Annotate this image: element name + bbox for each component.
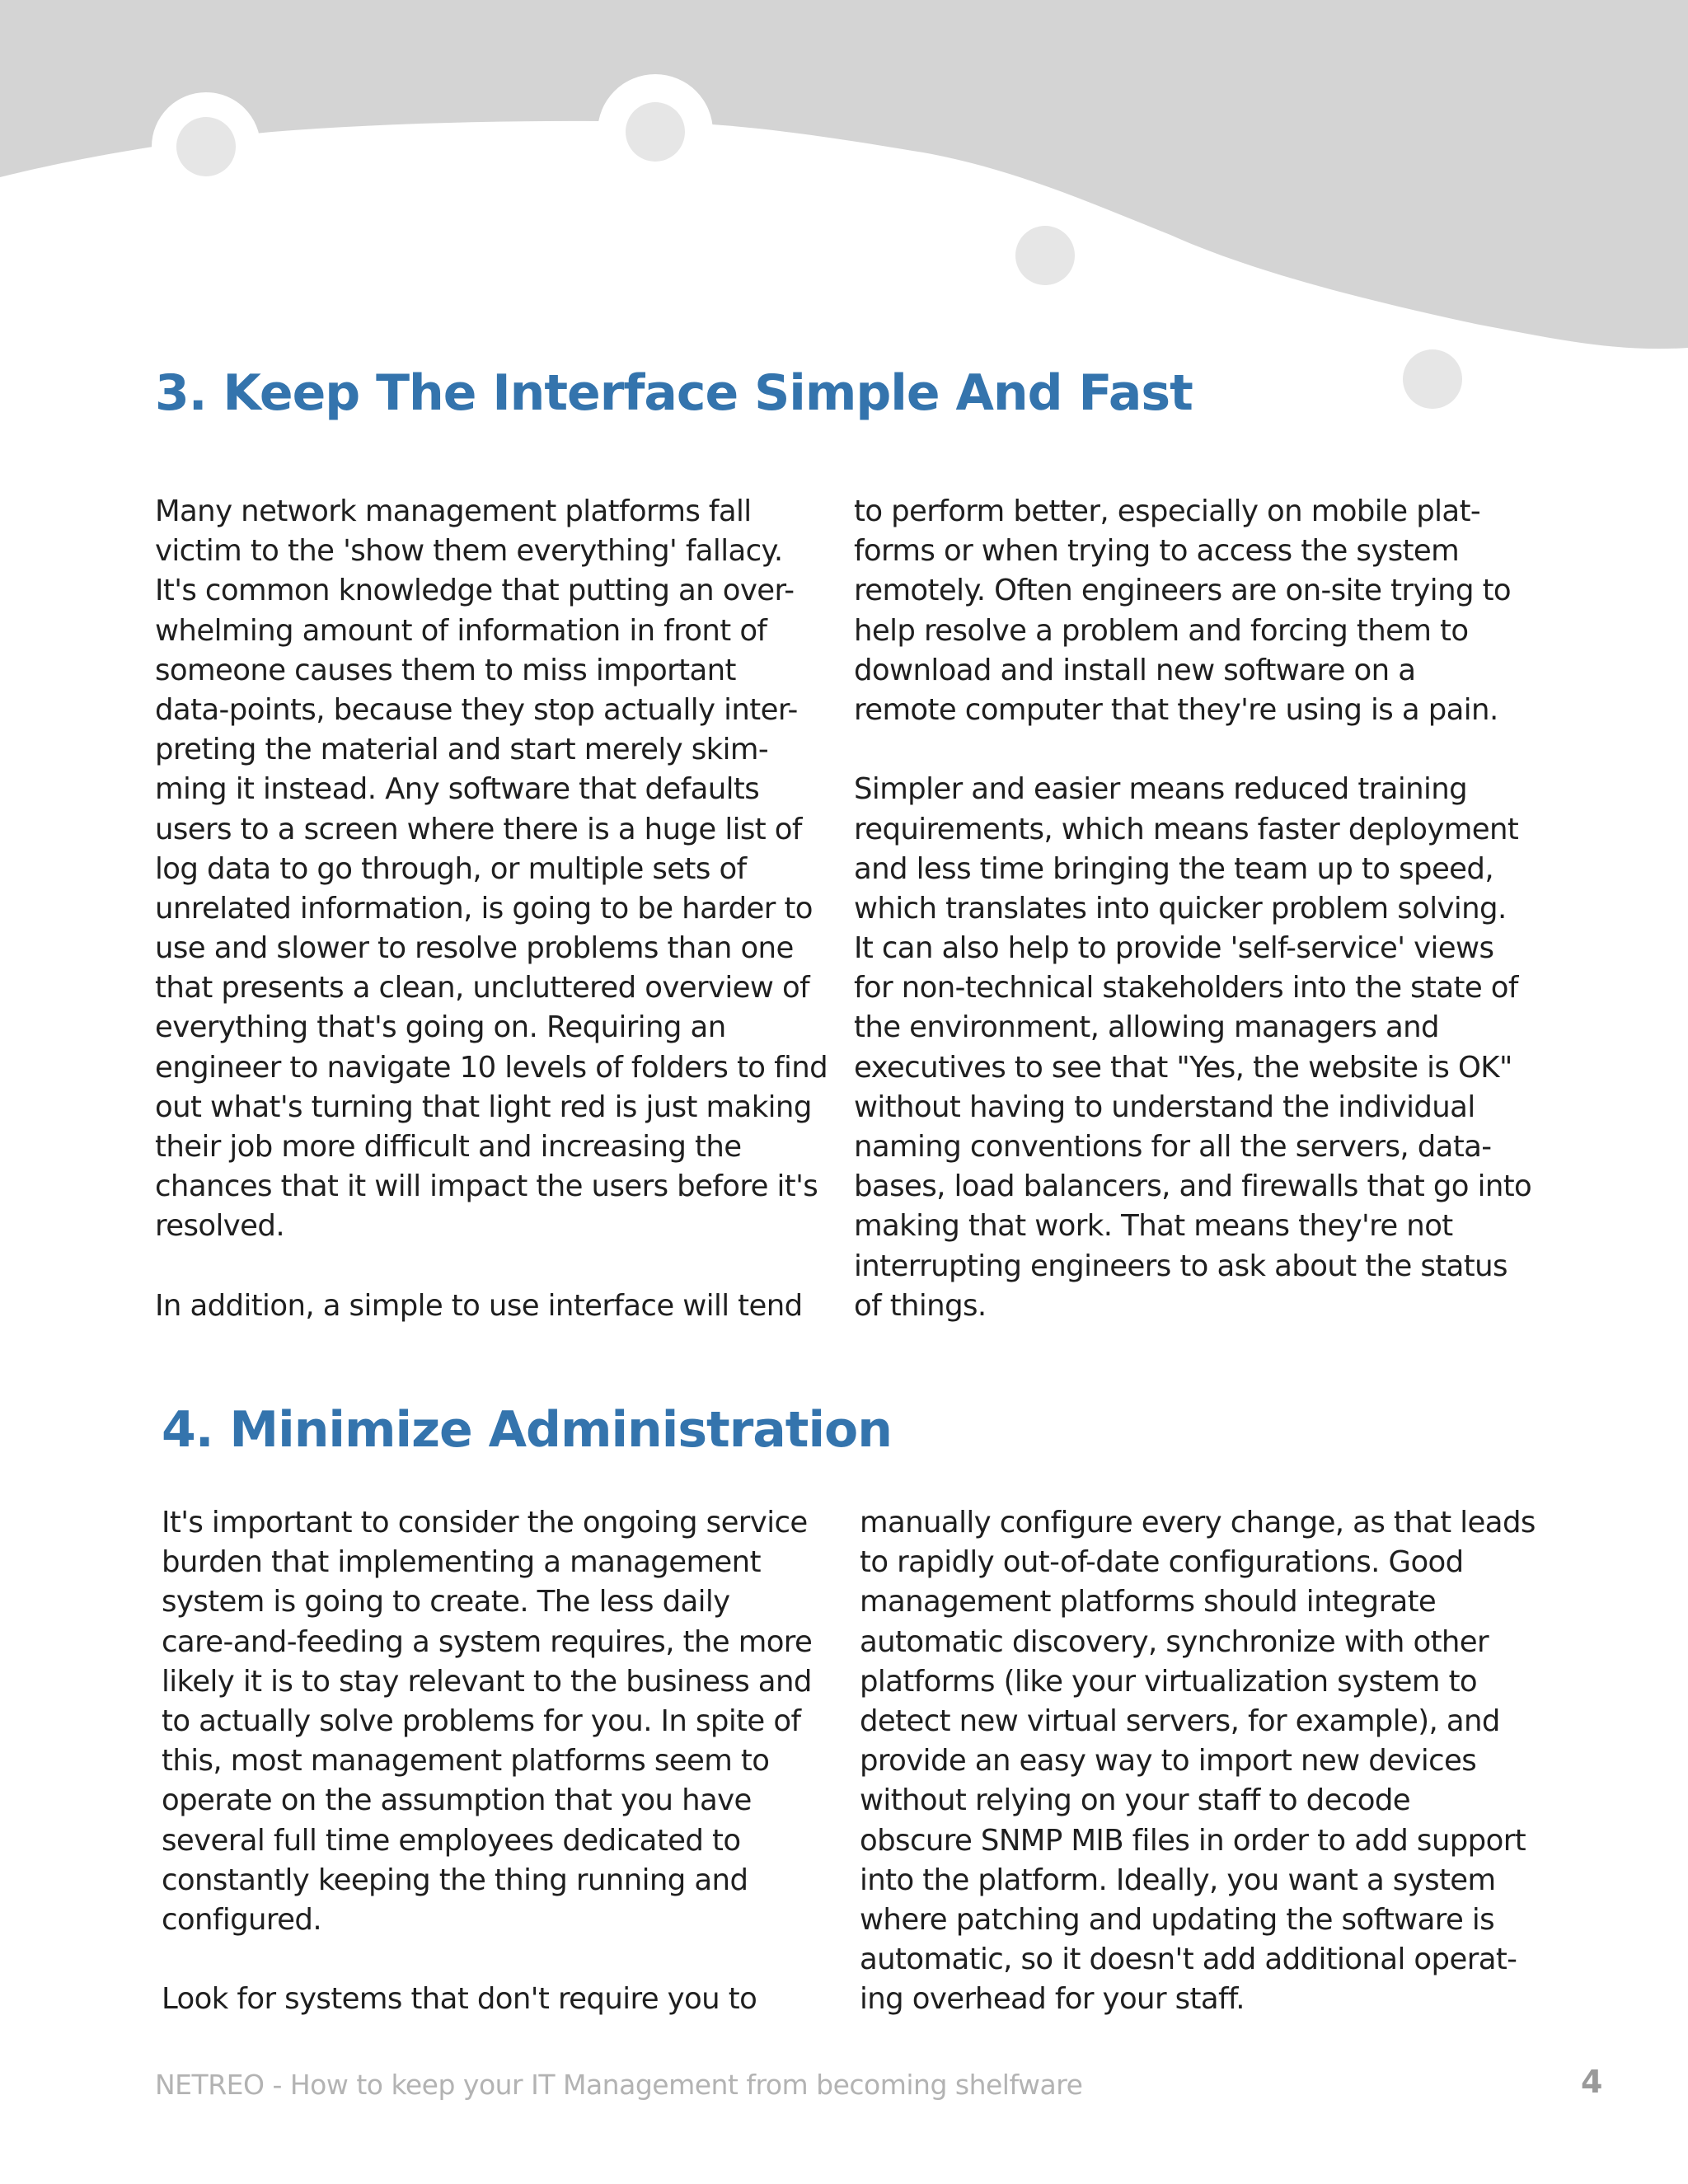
text-line: of things. [854, 1288, 987, 1323]
text-line [155, 1247, 823, 1286]
text-line: operate on the assumption that you have [162, 1783, 752, 1818]
text-line: provide an easy way to import new devices [860, 1744, 1477, 1779]
text-line: and less time bringing the team up to speed, [854, 851, 1494, 886]
text-line: It's important to consider the ongoing service [162, 1506, 808, 1540]
text-line: to rapidly out-of-date configurations. Good [860, 1545, 1464, 1580]
text-line: management platforms should integrate [860, 1585, 1437, 1619]
text-line: ming it instead. Any software that defaults [155, 772, 760, 807]
text-line: the environment, allowing managers and [854, 1010, 1439, 1045]
section-3-left-column [155, 492, 828, 1326]
text-line: where patching and updating the software is [860, 1902, 1495, 1937]
page-number: 4 [1581, 2064, 1603, 2100]
text-line: remotely. Often engineers are on-site trying to [854, 574, 1512, 608]
text-line: for non-technical stakeholders into the state of [854, 971, 1518, 1005]
text-line: system is going to create. The less daily [162, 1585, 730, 1619]
text-line: data-points, because they stop actually inter- [155, 692, 798, 727]
section-3-right-column [854, 492, 1532, 1326]
text-line: victim to the 'show them everything' fallacy. [155, 534, 783, 569]
text-line: several full time employees dedicated to [162, 1823, 741, 1858]
text-line: obscure SNMP MIB files in order to add support [860, 1823, 1526, 1858]
text-line: ing overhead for your staff. [860, 1982, 1245, 2017]
text-line: whelming amount of information in front of [155, 613, 767, 648]
section-3-heading: 3. Keep The Interface Simple And Fast [155, 364, 1193, 422]
text-line: care-and-feeding a system requires, the more [162, 1624, 813, 1659]
text-line: automatic discovery, synchronize with other [860, 1624, 1489, 1659]
text-line: likely it is to stay relevant to the business and [162, 1664, 812, 1699]
text-line: without having to understand the individual [854, 1090, 1475, 1124]
text-line: Look for systems that don't require you to [162, 1982, 757, 2017]
text-line: configured. [162, 1902, 322, 1937]
text-line: chances that it will impact the users before it's [155, 1169, 818, 1204]
text-line: without relying on your staff to decode [860, 1783, 1411, 1818]
header-wave-band [0, 0, 1688, 349]
text-line: which translates into quicker problem solving. [854, 891, 1507, 926]
text-line: out what's turning that light red is just making [155, 1090, 812, 1124]
text-line: It's common knowledge that putting an over- [155, 574, 795, 608]
text-line: someone causes them to miss important [155, 653, 736, 687]
text-line: download and install new software on a [854, 653, 1416, 687]
text-line: manually configure every change, as that leads [860, 1506, 1536, 1540]
text-line: use and slower to resolve problems than one [155, 931, 794, 966]
text-line: resolved. [155, 1209, 285, 1244]
text-line: naming conventions for all the servers, data- [854, 1130, 1492, 1164]
text-line: In addition, a simple to use interface will tend [155, 1288, 803, 1323]
text-line: users to a screen where there is a huge list of [155, 812, 802, 846]
text-line: Many network management platforms fall [155, 494, 752, 528]
section-4-left-column [162, 1503, 829, 2019]
text-line [162, 1940, 829, 1980]
text-line: making that work. That means they're not [854, 1209, 1453, 1244]
text-line: to actually solve problems for you. In spite of [162, 1704, 801, 1738]
text-line: into the platform. Ideally, you want a system [860, 1863, 1496, 1897]
text-line: to perform better, especially on mobile plat- [854, 494, 1481, 528]
footer-title: NETREO - How to keep your IT Management from becoming shelfware [155, 2069, 1083, 2101]
text-line: requirements, which means faster deployment [854, 812, 1519, 846]
text-line: constantly keeping the thing running and [162, 1863, 748, 1897]
text-line: detect new virtual servers, for example), and [860, 1704, 1500, 1738]
text-line: help resolve a problem and forcing them to [854, 613, 1469, 648]
text-line: this, most management platforms seem to [162, 1744, 770, 1779]
text-line: that presents a clean, uncluttered overview of [155, 971, 810, 1005]
text-line: automatic, so it doesn't add additional operat- [860, 1943, 1517, 1977]
text-line: bases, load balancers, and firewalls that go into [854, 1169, 1532, 1204]
text-line: preting the material and start merely skim- [155, 733, 769, 767]
text-line: executives to see that "Yes, the website is OK" [854, 1050, 1512, 1085]
text-line: platforms (like your virtualization system to [860, 1664, 1478, 1699]
text-line: interrupting engineers to ask about the status [854, 1249, 1507, 1283]
section-4-heading: 4. Minimize Administration [162, 1401, 892, 1459]
text-line: log data to go through, or multiple sets of [155, 851, 747, 886]
text-line [854, 730, 1522, 770]
text-line: remote computer that they're using is a pain. [854, 692, 1498, 727]
text-line: everything that's going on. Requiring an [155, 1010, 726, 1045]
text-line: unrelated information, is going to be harder to [155, 891, 813, 926]
text-line: Simpler and easier means reduced training [854, 772, 1468, 807]
text-line: forms or when trying to access the system [854, 534, 1460, 569]
text-line: their job more difficult and increasing the [155, 1130, 742, 1164]
text-line: burden that implementing a management [162, 1545, 761, 1580]
text-line: engineer to navigate 10 levels of folders to find [155, 1050, 828, 1085]
text-line: It can also help to provide 'self-service' views [854, 931, 1494, 966]
section-4-right-column [860, 1503, 1536, 2019]
